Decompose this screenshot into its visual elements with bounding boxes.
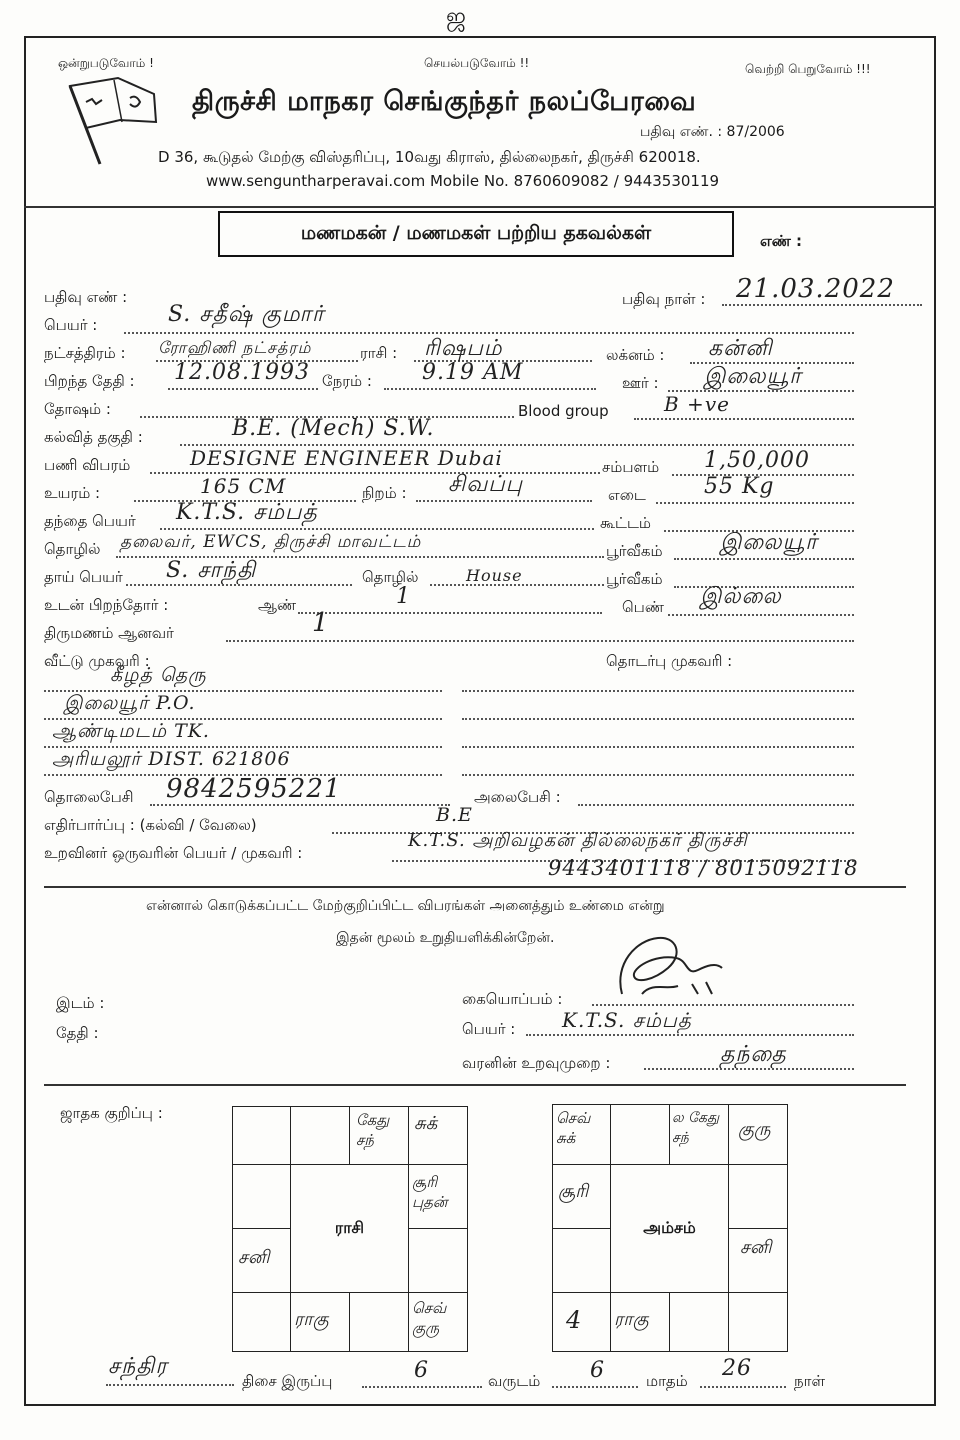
dob-label: பிறந்த தேதி : [44, 372, 135, 390]
rasi-label: ராசி : [360, 344, 398, 362]
star-value: ரோஹிணி நட்சத்ரம் [158, 338, 312, 357]
mother-job-value: House [466, 566, 523, 585]
home-addr-4: அரியலூர் DIST. 621806 [52, 748, 291, 770]
slogan-right: வெற்றி பெறுவோம் !!! [745, 62, 871, 76]
amsam-cell [552, 1292, 611, 1352]
dasa-months: 6 [590, 1358, 605, 1383]
form-title: மணமகன் / மணமகள் பற்றிய தகவல்கள் [218, 211, 734, 257]
reg-date-label: பதிவு நாள் : [622, 290, 706, 308]
rasi-cell [232, 1292, 291, 1352]
org-contact: www.senguntharperavai.com Mobile No. 8760609082 / 9443530119 [206, 172, 720, 190]
name-label: பெயர் : [44, 316, 98, 334]
rasi-cell [232, 1106, 291, 1165]
rasi-planet: ராகு [294, 1309, 329, 1330]
name-value: S. சதீஷ் குமார் [168, 302, 325, 327]
native1-value: இலையூர் [720, 530, 818, 555]
header-divider [24, 206, 936, 208]
lagnam-value: கன்னி [708, 336, 773, 361]
signature-label: கையொப்பம் : [462, 990, 563, 1008]
dob-line [168, 388, 318, 390]
father-job-value: தலைவர், EWCS, திருச்சி மாவட்டம் [120, 532, 422, 552]
dasa-years-line [362, 1386, 482, 1388]
dasa-days-line [700, 1386, 786, 1388]
org-reg-no: பதிவு எண். : 87/2006 [640, 124, 785, 140]
mother-job-label: தொழில் [362, 568, 419, 586]
star-label: நட்சத்திரம் : [44, 344, 126, 362]
contact-addr-line-1 [462, 690, 854, 692]
section-divider-1 [44, 886, 906, 888]
slogan-center: செயல்படுவோம் !! [424, 56, 530, 70]
rasi-cell [232, 1164, 291, 1229]
blood-label: Blood group [518, 402, 609, 420]
declaration-line-2: இதன் மூலம் உறுதியளிக்கின்றேன். [336, 930, 555, 946]
reg-date-line [722, 304, 922, 306]
phone-label: தொலைபேசி [44, 788, 134, 806]
home-addr-3: ஆண்டிமடம் TK. [52, 720, 210, 742]
dasa-months-line [552, 1386, 638, 1388]
home-addr-2: இலையூர் P.O. [64, 692, 196, 714]
amsam-cell [728, 1164, 788, 1229]
weight-line [656, 502, 854, 504]
rasi-planet: சுக் [414, 1113, 438, 1134]
sign-name-value: K.T.S. சம்பத் [562, 1008, 692, 1032]
rasi-planet: கேது சந் [356, 1111, 390, 1149]
relative-value: K.T.S. அறிவழகன் தில்லைநகர் திருச்சி [408, 830, 748, 851]
town-value: இலையூர் [704, 364, 802, 389]
dasa-years-label: வருடம் [488, 1372, 541, 1390]
female-line [668, 614, 854, 616]
native1-label: பூர்வீகம் [606, 542, 663, 560]
amsam-planet: 4 [566, 1306, 582, 1334]
name-line [124, 332, 854, 334]
contact-addr-line-4 [462, 774, 854, 776]
color-line [416, 500, 592, 502]
slogan-left: ஒன்றுபடுவோம் ! [58, 56, 154, 70]
female-value: இல்லை [700, 584, 782, 609]
salary-label: சம்பளம் [602, 458, 660, 476]
native2-label: பூர்வீகம் [606, 570, 663, 588]
father-job-label: தொழில் [44, 540, 101, 558]
siblings-label: உடன் பிறந்தோர் : [44, 596, 169, 614]
rasi-value: ரிஷபம் [424, 336, 503, 361]
amsam-planet: சூரி [558, 1181, 589, 1202]
male-label: ஆண் [258, 596, 297, 614]
declaration-line-1: என்னால் கொடுக்கப்பட்ட மேற்குறிப்பிட்ட விபரங்கள் அனைத்தும் உண்மை என்று [146, 898, 665, 914]
amsam-planet: சனி [740, 1237, 772, 1258]
salary-value: 1,50,000 [704, 448, 810, 473]
home-addr-1: கீழத் தெரு [110, 664, 207, 686]
expect-label: எதிர்பார்ப்பு : (கல்வி / வேலை) [44, 816, 257, 834]
signature-icon [606, 924, 736, 1008]
phone-value: 9842595221 [166, 774, 342, 804]
dob-value: 12.08.1993 [174, 360, 310, 385]
dasa-days-label: நாள் [794, 1372, 825, 1390]
job-value: DESIGNE ENGINEER Dubai [190, 446, 503, 470]
amsam-title: அம்சம் [643, 1218, 696, 1237]
female-label: பெண் [622, 598, 664, 616]
amsam-planet: ல கேது சந் [672, 1110, 720, 1146]
relative-phone-value: 9443401118 / 8015092118 [548, 856, 859, 880]
org-address: D 36, கூடுதல் மேற்கு விஸ்தரிப்பு, 10வது கிராஸ், தில்லைநகர், திருச்சி 620018. [158, 148, 701, 166]
relation-value: தந்தை [720, 1042, 787, 1067]
sign-name-label: பெயர் : [462, 1020, 516, 1038]
edu-label: கல்வித் தகுதி : [44, 428, 143, 446]
rasi-cell [349, 1292, 409, 1352]
color-label: நிறம் : [362, 484, 407, 502]
org-name: திருச்சி மாநகர செங்குந்தர் நலப்பேரவை [192, 86, 697, 117]
mother-value: S. சாந்தி [166, 558, 257, 583]
contact-addr-label: தொடர்பு முகவரி : [606, 652, 733, 670]
koottam-label: கூட்டம் [600, 514, 651, 532]
contact-addr-line-3 [462, 746, 854, 748]
male-line [298, 612, 602, 614]
mobile-line [578, 804, 854, 806]
amsam-cell [669, 1292, 729, 1352]
dasa-days: 26 [722, 1356, 752, 1381]
time-line [384, 388, 596, 390]
reg-date-value: 21.03.2022 [736, 274, 895, 304]
job-label: பணி விபரம் [44, 456, 131, 474]
color-value: சிவப்பு [448, 472, 524, 497]
father-label: தந்தை பெயர் [44, 512, 136, 530]
rasi-planet: சனி [238, 1247, 270, 1268]
time-value: 9.19 AM [422, 360, 524, 385]
blood-value: B +ve [664, 392, 730, 416]
height-label: உயரம் : [44, 484, 101, 502]
section-divider-2 [44, 1084, 906, 1086]
dasa-months-label: மாதம் [646, 1372, 688, 1390]
amsam-cell [610, 1104, 670, 1165]
rasi-planet: செவ் குரு [412, 1299, 447, 1337]
en-label: எண் : [760, 232, 803, 250]
married-line [226, 640, 854, 642]
native1-line [674, 558, 854, 560]
dasa-label: திசை இருப்பு [242, 1372, 333, 1390]
lagnam-label: லக்னம் : [606, 346, 665, 364]
time-label: நேரம் : [322, 372, 372, 390]
mobile-label: அலைபேசி : [474, 788, 561, 806]
weight-label: எடை [608, 486, 646, 504]
flag-logo-icon [58, 66, 158, 166]
dosham-label: தோஷம் : [44, 400, 111, 418]
rasi-cell [408, 1228, 468, 1293]
town-label: ஊர் : [622, 374, 659, 392]
amsam-planet: செவ் சுக் [556, 1109, 591, 1147]
amsam-planet: ராகு [614, 1309, 649, 1330]
reg-no-label: பதிவு எண் : [44, 288, 128, 306]
amsam-planet: குரு [738, 1119, 771, 1140]
horoscope-label: ஜாதக குறிப்பு : [60, 1104, 163, 1122]
contact-addr-line-2 [462, 718, 854, 720]
mother-label: தாய் பெயர் [44, 568, 123, 586]
male-value: 1 [396, 584, 411, 609]
height-value: 165 CM [200, 474, 287, 498]
place-label: இடம் : [56, 994, 105, 1012]
dasa-years: 6 [414, 1358, 429, 1383]
weight-value: 55 Kg [704, 474, 775, 499]
phone-line [150, 804, 450, 806]
rasi-planet: சூரி புதன் [412, 1173, 448, 1211]
dasa-planet: சந்திர [108, 1354, 168, 1379]
amsam-cell [728, 1292, 788, 1352]
expect-value: B.E [436, 804, 473, 826]
dasa-planet-line [106, 1384, 234, 1386]
married-value: 1 [312, 608, 330, 638]
amsam-cell [552, 1228, 611, 1293]
edu-value: B.E. (Mech) S.W. [232, 416, 435, 441]
married-label: திருமணம் ஆனவர் [44, 624, 174, 642]
rasi-title: ராசி [334, 1218, 365, 1237]
rasi-cell [290, 1106, 350, 1165]
relation-label: வரனின் உறவுமுறை : [462, 1054, 611, 1072]
blood-line [634, 418, 854, 420]
father-value: K.T.S. சம்பத் [176, 500, 318, 525]
page-mark: ஜ [446, 2, 467, 30]
home-addr-label: வீட்டு முகவரி : [44, 652, 150, 670]
date-label: தேதி : [56, 1024, 99, 1042]
father-line [160, 528, 594, 530]
relative-label: உறவினர் ஒருவரின் பெயர் / முகவரி : [44, 844, 303, 862]
